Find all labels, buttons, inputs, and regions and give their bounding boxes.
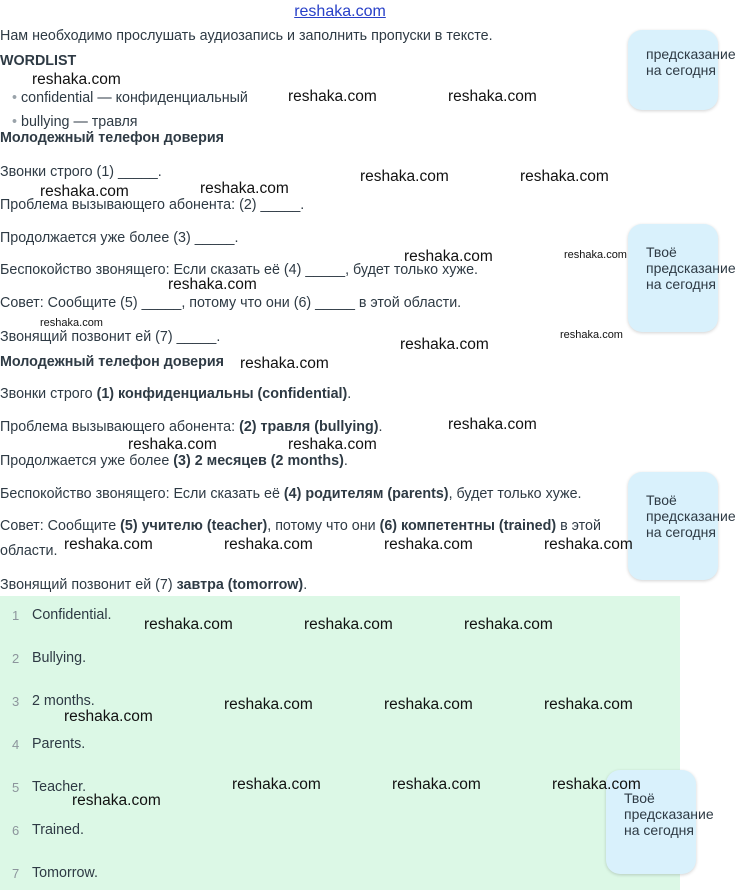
watermark: reshaka.com [32,71,121,88]
filled-text: , будет только хуже. [448,486,582,502]
watermark: reshaka.com [288,88,377,105]
answer-number: 5 [12,780,20,795]
watermark: reshaka.com [64,536,153,553]
watermark: reshaka.com [564,249,627,261]
task-line-5: Совет: Сообщите (5) _____, потому что они (6) _____ в этой области. [0,295,462,311]
answers-panel [0,596,680,890]
task-title: Молодежный телефон доверия [0,130,224,146]
filled-line-5 [0,518,601,534]
task-line-7: Звонящий позвонит ей (7) _____. [0,329,221,345]
watermark: reshaka.com [72,792,161,809]
bullet-icon: • [12,114,18,130]
filled-text: Проблема вызывающего абонента: [0,419,240,435]
watermark: reshaka.com [224,696,313,713]
filled-answer: завтра (tomorrow) [176,577,304,593]
prediction-bubble[interactable] [628,224,736,332]
filled-text: , потому что они [267,518,380,534]
task-line-1: Звонки строго (1) _____. [0,164,162,180]
watermark: reshaka.com [384,536,473,553]
filled-text: Звонки строго [0,386,97,402]
watermark: reshaka.com [240,355,329,372]
bubble-text: Твоё [646,492,677,508]
filled-line-7 [0,577,307,593]
answer-item: Confidential. [32,607,112,623]
filled-text: . [303,577,308,593]
watermark: reshaka.com [40,183,129,200]
filled-text: . [378,419,383,435]
watermark: reshaka.com [144,616,233,633]
answer-number: 6 [12,823,20,838]
bubble-text: предсказание [624,806,714,822]
watermark: reshaka.com [552,776,641,793]
filled-line-2 [0,419,383,435]
watermark: reshaka.com [448,88,537,105]
watermark: reshaka.com [448,416,537,433]
answer-number: 1 [12,608,20,623]
watermark: reshaka.com [520,168,609,185]
filled-answer: (5) учителю (teacher) [120,518,268,534]
bubble-text: на сегодня [624,822,694,838]
filled-text: Беспокойство звонящего: Если сказать её [0,486,284,502]
intro-text: Нам необходимо прослушать аудиозапись и заполнить пропуски в тексте. [0,28,493,44]
watermark: reshaka.com [304,616,393,633]
answer-item: Bullying. [32,650,87,666]
filled-text: в этой [556,518,601,534]
filled-line-3 [0,453,348,469]
watermark: reshaka.com [64,708,153,725]
watermark: reshaka.com [40,317,103,329]
filled-text: . [343,453,348,469]
watermark: reshaka.com [544,696,633,713]
answer-number: 2 [12,651,20,666]
bubble-text: Твоё [624,790,655,806]
bubble-text: предсказание [646,260,736,276]
answer-item: Teacher. [32,779,87,795]
bubble-text: на сегодня [646,524,716,540]
watermark: reshaka.com [288,436,377,453]
watermark: reshaka.com [400,336,489,353]
task-line-2: Проблема вызывающего абонента: (2) _____. [0,197,305,213]
filled-line-1 [0,386,351,402]
bubble-text: на сегодня [646,276,716,292]
bullet-icon: • [12,90,18,106]
filled-title: Молодежный телефон доверия [0,354,224,370]
watermark: reshaka.com [128,436,217,453]
filled-answer: (1) конфиденциальны (confidential) [96,386,348,402]
answer-item: 2 months. [32,693,95,709]
watermark: reshaka.com [544,536,633,553]
wordlist-item-text: confidential — конфиденциальный [21,90,248,106]
answer-number: 4 [12,737,20,752]
bubble-text: Твоё [646,244,677,260]
bubble-text: на сегодня [646,62,716,78]
bubble-text: предсказание [646,46,736,62]
watermark: reshaka.com [384,696,473,713]
watermark: reshaka.com [404,248,493,265]
filled-line-4 [0,486,582,502]
watermark: reshaka.com [360,168,449,185]
answer-number: 3 [12,694,20,709]
task-line-4: Беспокойство звонящего: Если сказать её (4) _____, будет только хуже. [0,262,479,278]
watermark: reshaka.com [168,276,257,293]
prediction-bubble[interactable] [628,472,736,580]
filled-text: Совет: Сообщите [0,518,121,534]
prediction-bubble[interactable] [628,30,736,110]
filled-text: Продолжается уже более [0,453,174,469]
wordlist-title: WORDLIST [0,53,77,69]
filled-answer: (4) родителям (parents) [283,486,449,502]
watermark: reshaka.com [224,536,313,553]
wordlist-item [12,90,248,106]
filled-line-5-cont: области. [0,543,58,559]
bubble-text: предсказание [646,508,736,524]
site-link[interactable]: reshaka.com [294,3,386,20]
task-line-3: Продолжается уже более (3) _____. [0,230,239,246]
filled-answer: (6) компетентны (trained) [379,518,557,534]
watermark: reshaka.com [464,616,553,633]
filled-text: Звонящий позвонит ей (7) [0,577,177,593]
watermark: reshaka.com [560,329,623,341]
wordlist-item-clipped [12,114,138,130]
filled-text: . [347,386,352,402]
answer-item: Trained. [32,822,84,838]
filled-answer: (3) 2 месяцев (2 months) [173,453,344,469]
filled-answer: (2) травля (bullying) [239,419,379,435]
watermark: reshaka.com [232,776,321,793]
watermark: reshaka.com [392,776,481,793]
wordlist-item-text: bullying — травля [21,114,138,130]
answer-number: 7 [12,866,20,881]
watermark: reshaka.com [200,180,289,197]
answer-item: Tomorrow. [32,865,98,881]
answer-item: Parents. [32,736,86,752]
